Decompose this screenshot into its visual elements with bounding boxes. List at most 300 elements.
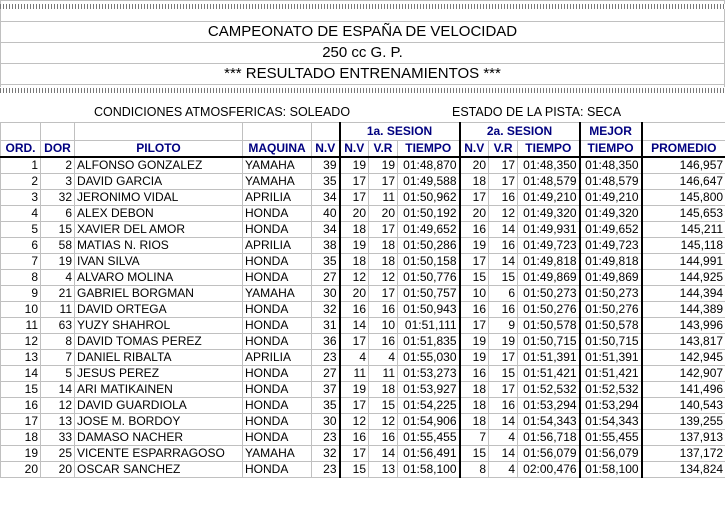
- cell-nv2: 17: [460, 254, 489, 270]
- cell-nv2: 15: [460, 270, 489, 286]
- cell-maquina: HONDA: [243, 254, 312, 270]
- cell-nv1: 20: [340, 206, 369, 222]
- cell-maquina: HONDA: [243, 462, 312, 478]
- cell-nv: 35: [312, 254, 340, 270]
- cell-nv1: 16: [340, 302, 369, 318]
- cell-tiempo2: 01:50,276: [518, 302, 580, 318]
- cell-tiempo-best: 01:49,652: [580, 222, 642, 238]
- cell-dor: 6: [41, 206, 75, 222]
- cell-tiempo2: 01:49,931: [518, 222, 580, 238]
- cell-ord: 16: [1, 398, 41, 414]
- cell-promedio: 144,394: [642, 286, 725, 302]
- cell-nv2: 16: [460, 222, 489, 238]
- cell-tiempo-best: 01:50,276: [580, 302, 642, 318]
- cell-promedio: 140,543: [642, 398, 725, 414]
- cell-tiempo1: 01:50,192: [398, 206, 460, 222]
- cell-maquina: YAMAHA: [243, 157, 312, 174]
- star-separator: [0, 4, 725, 9]
- cell-tiempo2: 01:54,343: [518, 414, 580, 430]
- cell-maquina: HONDA: [243, 270, 312, 286]
- cell-vr2: 4: [489, 430, 518, 446]
- cell-nv2: 18: [460, 414, 489, 430]
- cell-vr1: 10: [369, 318, 398, 334]
- cell-ord: 2: [1, 174, 41, 190]
- cell-maquina: YAMAHA: [243, 286, 312, 302]
- cell-promedio: 145,653: [642, 206, 725, 222]
- cell-nv1: 17: [340, 174, 369, 190]
- cell-tiempo-best: 01:49,210: [580, 190, 642, 206]
- cell-tiempo-best: 01:49,818: [580, 254, 642, 270]
- cell-dor: 5: [41, 366, 75, 382]
- cell-maquina: HONDA: [243, 222, 312, 238]
- cell-ord: 20: [1, 462, 41, 478]
- cell-vr2: 17: [489, 174, 518, 190]
- cell-tiempo-best: 01:50,273: [580, 286, 642, 302]
- cell-nv: 39: [312, 157, 340, 174]
- cell-tiempo1: 01:55,455: [398, 430, 460, 446]
- cell-piloto: JESUS PEREZ: [75, 366, 243, 382]
- cell-nv1: 16: [340, 430, 369, 446]
- cell-vr1: 12: [369, 414, 398, 430]
- cell-promedio: 144,991: [642, 254, 725, 270]
- cell-vr1: 16: [369, 334, 398, 350]
- cell-dor: 25: [41, 446, 75, 462]
- cell-tiempo2: 01:49,210: [518, 190, 580, 206]
- cell-nv1: 17: [340, 446, 369, 462]
- cell-tiempo1: 01:53,927: [398, 382, 460, 398]
- cell-vr2: 16: [489, 190, 518, 206]
- cell-vr2: 12: [489, 206, 518, 222]
- cell-tiempo2: 02:00,476: [518, 462, 580, 478]
- cell-nv2: 17: [460, 318, 489, 334]
- grid-line: [0, 0, 725, 1]
- cell-promedio: 144,925: [642, 270, 725, 286]
- table-row: [1, 398, 725, 414]
- cell-nv: 27: [312, 366, 340, 382]
- cell-vr1: 17: [369, 174, 398, 190]
- cell-nv: 23: [312, 462, 340, 478]
- cell-dor: 32: [41, 190, 75, 206]
- cell-tiempo-best: 01:48,579: [580, 174, 642, 190]
- cell-nv: 35: [312, 398, 340, 414]
- cell-nv: 37: [312, 382, 340, 398]
- table-row: [1, 157, 725, 174]
- col-piloto: PILOTO: [75, 141, 243, 158]
- cell-tiempo2: 01:48,350: [518, 157, 580, 174]
- cell-nv1: 17: [340, 334, 369, 350]
- cell-nv: 34: [312, 190, 340, 206]
- cell-tiempo-best: 01:52,532: [580, 382, 642, 398]
- cell-nv1: 12: [340, 270, 369, 286]
- cell-maquina: YAMAHA: [243, 174, 312, 190]
- cell-nv: 38: [312, 238, 340, 254]
- results-body: [1, 157, 725, 478]
- cell-nv: 23: [312, 350, 340, 366]
- cell-ord: 7: [1, 254, 41, 270]
- cell-nv1: 11: [340, 366, 369, 382]
- cell-tiempo2: 01:51,421: [518, 366, 580, 382]
- cell-vr2: 6: [489, 286, 518, 302]
- cell-ord: 9: [1, 286, 41, 302]
- cell-tiempo1: 01:48,870: [398, 157, 460, 174]
- cell-nv2: 20: [460, 206, 489, 222]
- cell-nv1: 17: [340, 190, 369, 206]
- cell-tiempo2: 01:49,320: [518, 206, 580, 222]
- cell-tiempo-best: 01:56,079: [580, 446, 642, 462]
- cell-nv1: 14: [340, 318, 369, 334]
- cell-maquina: APRILIA: [243, 350, 312, 366]
- col-ord: ORD.: [1, 141, 41, 158]
- cell-tiempo1: 01:50,962: [398, 190, 460, 206]
- cell-ord: 8: [1, 270, 41, 286]
- cell-nv1: 19: [340, 238, 369, 254]
- cell-nv2: 17: [460, 190, 489, 206]
- cell-tiempo1: 01:50,757: [398, 286, 460, 302]
- cell-vr1: 19: [369, 157, 398, 174]
- cell-nv2: 19: [460, 238, 489, 254]
- cell-maquina: APRILIA: [243, 190, 312, 206]
- cell-nv: 31: [312, 318, 340, 334]
- cell-vr1: 13: [369, 462, 398, 478]
- cell-dor: 21: [41, 286, 75, 302]
- cell-tiempo-best: 01:49,320: [580, 206, 642, 222]
- cell-vr2: 9: [489, 318, 518, 334]
- cell-piloto: VICENTE ESPARRAGOSO: [75, 446, 243, 462]
- cell-nv2: 7: [460, 430, 489, 446]
- cell-promedio: 144,389: [642, 302, 725, 318]
- table-row: [1, 286, 725, 302]
- cell-nv1: 18: [340, 254, 369, 270]
- cell-nv: 36: [312, 334, 340, 350]
- cell-vr1: 11: [369, 190, 398, 206]
- cell-maquina: HONDA: [243, 334, 312, 350]
- table-row: [1, 206, 725, 222]
- cell-piloto: DAVID GUARDIOLA: [75, 398, 243, 414]
- cell-tiempo-best: 01:50,715: [580, 334, 642, 350]
- cell-nv2: 19: [460, 350, 489, 366]
- cell-tiempo1: 01:50,286: [398, 238, 460, 254]
- cell-promedio: 145,118: [642, 238, 725, 254]
- cell-piloto: OSCAR SANCHEZ: [75, 462, 243, 478]
- cell-nv1: 15: [340, 462, 369, 478]
- cell-tiempo1: 01:49,588: [398, 174, 460, 190]
- col-tiempo1: TIEMPO: [398, 141, 460, 158]
- cell-tiempo2: 01:50,578: [518, 318, 580, 334]
- cell-maquina: YAMAHA: [243, 446, 312, 462]
- cell-tiempo2: 01:50,273: [518, 286, 580, 302]
- cell-tiempo-best: 01:49,869: [580, 270, 642, 286]
- cell-vr2: 17: [489, 157, 518, 174]
- col-tiempo2: TIEMPO: [518, 141, 580, 158]
- cell-vr1: 11: [369, 366, 398, 382]
- cell-tiempo-best: 01:58,100: [580, 462, 642, 478]
- cell-maquina: HONDA: [243, 302, 312, 318]
- cell-promedio: 145,211: [642, 222, 725, 238]
- cell-ord: 3: [1, 190, 41, 206]
- cell-dor: 11: [41, 302, 75, 318]
- cell-maquina: HONDA: [243, 414, 312, 430]
- cell-dor: 63: [41, 318, 75, 334]
- cell-nv: 34: [312, 222, 340, 238]
- cell-tiempo1: 01:56,491: [398, 446, 460, 462]
- table-row: [1, 446, 725, 462]
- cell-vr1: 18: [369, 254, 398, 270]
- cell-nv: 35: [312, 174, 340, 190]
- cell-tiempo2: 01:52,532: [518, 382, 580, 398]
- cell-tiempo-best: 01:49,723: [580, 238, 642, 254]
- cell-promedio: 143,817: [642, 334, 725, 350]
- cell-promedio: 137,172: [642, 446, 725, 462]
- table-row: [1, 350, 725, 366]
- cell-tiempo1: 01:50,158: [398, 254, 460, 270]
- cell-nv: 30: [312, 414, 340, 430]
- cell-tiempo1: 01:50,776: [398, 270, 460, 286]
- cell-vr1: 4: [369, 350, 398, 366]
- col-nv1: N.V: [340, 141, 369, 158]
- cell-tiempo2: 01:51,391: [518, 350, 580, 366]
- cell-dor: 4: [41, 270, 75, 286]
- cell-promedio: 141,496: [642, 382, 725, 398]
- cell-vr1: 18: [369, 238, 398, 254]
- cell-tiempo2: 01:49,869: [518, 270, 580, 286]
- table-row: [1, 382, 725, 398]
- cell-ord: 10: [1, 302, 41, 318]
- session1-header: 1a. SESION: [340, 123, 460, 141]
- cell-tiempo-best: 01:51,421: [580, 366, 642, 382]
- cell-nv1: 12: [340, 414, 369, 430]
- col-promedio: PROMEDIO: [642, 141, 725, 158]
- cell-maquina: HONDA: [243, 398, 312, 414]
- cell-ord: 4: [1, 206, 41, 222]
- cell-nv1: 4: [340, 350, 369, 366]
- cell-promedio: 137,913: [642, 430, 725, 446]
- cell-ord: 19: [1, 446, 41, 462]
- cell-tiempo2: 01:53,294: [518, 398, 580, 414]
- cell-nv1: 19: [340, 382, 369, 398]
- cell-nv1: 20: [340, 286, 369, 302]
- cell-vr2: 14: [489, 414, 518, 430]
- cell-nv2: 18: [460, 382, 489, 398]
- cell-dor: 33: [41, 430, 75, 446]
- cell-ord: 17: [1, 414, 41, 430]
- cell-vr1: 17: [369, 286, 398, 302]
- cell-vr2: 14: [489, 222, 518, 238]
- cell-piloto: DANIEL RIBALTA: [75, 350, 243, 366]
- cell-tiempo2: 01:50,715: [518, 334, 580, 350]
- cell-dor: 15: [41, 222, 75, 238]
- table-row: [1, 430, 725, 446]
- cell-ord: 12: [1, 334, 41, 350]
- cell-nv: 32: [312, 446, 340, 462]
- cell-tiempo1: 01:58,100: [398, 462, 460, 478]
- cell-dor: 2: [41, 157, 75, 174]
- cell-ord: 15: [1, 382, 41, 398]
- col-maquina: MAQUINA: [243, 141, 312, 158]
- cell-tiempo2: 01:49,818: [518, 254, 580, 270]
- cell-dor: 8: [41, 334, 75, 350]
- table-row: [1, 318, 725, 334]
- cell-promedio: 146,957: [642, 157, 725, 174]
- cell-dor: 58: [41, 238, 75, 254]
- cell-ord: 6: [1, 238, 41, 254]
- table-row: [1, 254, 725, 270]
- cell-vr1: 18: [369, 382, 398, 398]
- cell-promedio: 139,255: [642, 414, 725, 430]
- cell-maquina: HONDA: [243, 318, 312, 334]
- cell-tiempo1: 01:49,652: [398, 222, 460, 238]
- cell-nv2: 15: [460, 446, 489, 462]
- cell-maquina: HONDA: [243, 206, 312, 222]
- cell-nv: 40: [312, 206, 340, 222]
- cell-piloto: DAVID GARCIA: [75, 174, 243, 190]
- cell-promedio: 143,996: [642, 318, 725, 334]
- cell-nv: 30: [312, 286, 340, 302]
- cell-tiempo1: 01:50,943: [398, 302, 460, 318]
- cell-tiempo2: 01:49,723: [518, 238, 580, 254]
- cell-vr2: 16: [489, 302, 518, 318]
- cell-vr1: 14: [369, 446, 398, 462]
- col-vr2: V.R: [489, 141, 518, 158]
- cell-ord: 5: [1, 222, 41, 238]
- table-row: [1, 414, 725, 430]
- cell-ord: 14: [1, 366, 41, 382]
- cell-promedio: 145,800: [642, 190, 725, 206]
- cell-piloto: ALVARO MOLINA: [75, 270, 243, 286]
- cell-nv2: 10: [460, 286, 489, 302]
- results-table: [0, 122, 725, 478]
- col-tiempo-best: TIEMPO: [580, 141, 642, 158]
- table-row: [1, 302, 725, 318]
- cell-dor: 13: [41, 414, 75, 430]
- cell-vr2: 15: [489, 270, 518, 286]
- cell-dor: 3: [41, 174, 75, 190]
- cell-piloto: DAVID TOMAS PEREZ: [75, 334, 243, 350]
- cell-piloto: ALFONSO GONZALEZ: [75, 157, 243, 174]
- report-subtitle: *** RESULTADO ENTRENAMIENTOS ***: [224, 65, 501, 82]
- grid-line: [0, 84, 725, 85]
- cell-promedio: 142,945: [642, 350, 725, 366]
- col-dor: DOR: [41, 141, 75, 158]
- cell-tiempo1: 01:51,835: [398, 334, 460, 350]
- cell-nv2: 18: [460, 174, 489, 190]
- cell-vr2: 16: [489, 238, 518, 254]
- cell-tiempo-best: 01:48,350: [580, 157, 642, 174]
- weather-conditions: CONDICIONES ATMOSFERICAS: SOLEADO: [94, 105, 351, 119]
- cell-maquina: HONDA: [243, 430, 312, 446]
- cell-ord: 18: [1, 430, 41, 446]
- cell-vr2: 17: [489, 382, 518, 398]
- category-title: 250 cc G. P.: [322, 44, 403, 61]
- table-row: [1, 462, 725, 478]
- cell-piloto: GABRIEL BORGMAN: [75, 286, 243, 302]
- cell-vr2: 14: [489, 254, 518, 270]
- cell-piloto: DAVID ORTEGA: [75, 302, 243, 318]
- cell-piloto: ARI MATIKAINEN: [75, 382, 243, 398]
- cell-nv: 27: [312, 270, 340, 286]
- cell-vr2: 14: [489, 446, 518, 462]
- cell-tiempo-best: 01:50,578: [580, 318, 642, 334]
- cell-vr2: 16: [489, 398, 518, 414]
- header-row-groups: [1, 123, 725, 141]
- cell-tiempo1: 01:54,225: [398, 398, 460, 414]
- cell-promedio: 142,907: [642, 366, 725, 382]
- track-conditions: ESTADO DE LA PISTA: SECA: [452, 105, 622, 119]
- cell-nv2: 18: [460, 398, 489, 414]
- cell-tiempo2: 01:56,079: [518, 446, 580, 462]
- cell-vr1: 16: [369, 430, 398, 446]
- table-row: [1, 270, 725, 286]
- cell-tiempo2: 01:56,718: [518, 430, 580, 446]
- cell-vr2: 17: [489, 350, 518, 366]
- cell-piloto: YUZY SHAHROL: [75, 318, 243, 334]
- cell-piloto: DAMASO NACHER: [75, 430, 243, 446]
- table-row: [1, 366, 725, 382]
- cell-nv1: 17: [340, 398, 369, 414]
- cell-vr1: 12: [369, 270, 398, 286]
- cell-tiempo-best: 01:54,343: [580, 414, 642, 430]
- cell-vr1: 15: [369, 398, 398, 414]
- cell-promedio: 146,647: [642, 174, 725, 190]
- table-row: [1, 238, 725, 254]
- cell-dor: 14: [41, 382, 75, 398]
- col-vr1: V.R: [369, 141, 398, 158]
- col-nv2: N.V: [460, 141, 489, 158]
- cell-piloto: JERONIMO VIDAL: [75, 190, 243, 206]
- cell-maquina: HONDA: [243, 366, 312, 382]
- cell-maquina: HONDA: [243, 382, 312, 398]
- cell-promedio: 134,824: [642, 462, 725, 478]
- cell-piloto: MATIAS N. RIOS: [75, 238, 243, 254]
- cell-nv2: 19: [460, 334, 489, 350]
- cell-vr1: 17: [369, 222, 398, 238]
- cell-tiempo-best: 01:55,455: [580, 430, 642, 446]
- cell-tiempo1: 01:53,273: [398, 366, 460, 382]
- cell-nv2: 16: [460, 366, 489, 382]
- cell-vr2: 15: [489, 366, 518, 382]
- cell-ord: 1: [1, 157, 41, 174]
- page-title: CAMPEONATO DE ESPAÑA DE VELOCIDAD: [207, 23, 518, 40]
- cell-dor: 20: [41, 462, 75, 478]
- cell-tiempo1: 01:55,030: [398, 350, 460, 366]
- session2-header: 2a. SESION: [460, 123, 580, 141]
- cell-dor: 7: [41, 350, 75, 366]
- cell-nv1: 18: [340, 222, 369, 238]
- cell-piloto: ALEX DEBON: [75, 206, 243, 222]
- cell-dor: 19: [41, 254, 75, 270]
- table-row: [1, 174, 725, 190]
- table-row: [1, 222, 725, 238]
- cell-dor: 12: [41, 398, 75, 414]
- cell-vr2: 19: [489, 334, 518, 350]
- table-row: [1, 334, 725, 350]
- cell-ord: 13: [1, 350, 41, 366]
- cell-tiempo-best: 01:51,391: [580, 350, 642, 366]
- cell-tiempo-best: 01:53,294: [580, 398, 642, 414]
- cell-vr2: 4: [489, 462, 518, 478]
- table-row: [1, 190, 725, 206]
- cell-piloto: XAVIER DEL AMOR: [75, 222, 243, 238]
- header-row-columns: [1, 141, 725, 158]
- cell-piloto: JOSE M. BORDOY: [75, 414, 243, 430]
- cell-nv2: 16: [460, 302, 489, 318]
- star-separator: [0, 88, 725, 93]
- cell-nv2: 20: [460, 157, 489, 174]
- cell-tiempo2: 01:48,579: [518, 174, 580, 190]
- cell-maquina: APRILIA: [243, 238, 312, 254]
- col-nv: N.V: [312, 141, 340, 158]
- cell-nv: 32: [312, 302, 340, 318]
- cell-vr1: 20: [369, 206, 398, 222]
